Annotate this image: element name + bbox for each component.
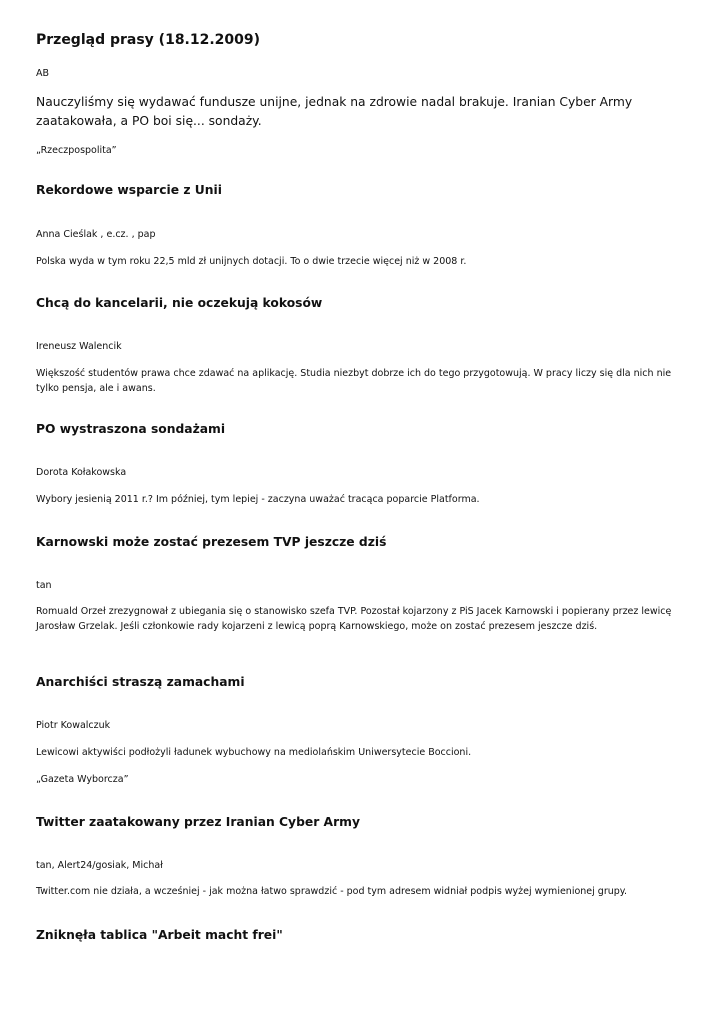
source-label: „Gazeta Wyborcza”	[36, 774, 129, 785]
article-summary: Romuald Orzeł zrezygnował z ubiegania się o stanowisko szefa TVP. Pozostał kojarzony z PiS Jacek Karnowski i popierany przez lewicę Jarosław Grzelak. Jeśli członkowie rady kojarzeni z lewicą poprą Karnowskiego, może on zostać prezesem jeszcze dziś.	[36, 606, 672, 632]
article-headline: PO wystraszona sondażami	[36, 422, 226, 436]
article-summary: Polska wyda w tym roku 22,5 mld zł unijnych dotacji. To o dwie trzecie więcej niż w 2008 r.	[36, 256, 467, 267]
article-author: Ireneusz Walencik	[36, 341, 122, 352]
source-label: „Rzeczpospolita”	[36, 145, 117, 156]
article-summary: Twitter.com nie działa, a wcześniej - jak można łatwo sprawdzić - pod tym adresem widniał podpis wyżej wymienionej grupy.	[36, 886, 628, 897]
article-headline: Chcą do kancelarii, nie oczekują kokosów	[36, 296, 323, 310]
document-author: AB	[36, 68, 50, 79]
article-author: tan, Alert24/gosiak, Michał	[36, 860, 163, 871]
article-headline: Twitter zaatakowany przez Iranian Cyber Army	[36, 815, 360, 829]
article-author: Dorota Kołakowska	[36, 467, 127, 478]
lead-paragraph: Nauczyliśmy się wydawać fundusze unijne, jednak na zdrowie nadal brakuje. Iranian Cyber Army zaatakowała, a PO boi się... sondaży.	[36, 95, 633, 128]
article-author: Piotr Kowalczuk	[36, 720, 111, 731]
article-author: tan	[36, 580, 52, 591]
page-title: Przegląd prasy (18.12.2009)	[36, 32, 261, 48]
article-summary: Lewicowi aktywiści podłożyli ładunek wybuchowy na mediolańskim Uniwersytecie Boccioni.	[36, 747, 472, 758]
article-headline: Karnowski może zostać prezesem TVP jeszcze dziś	[36, 535, 387, 549]
article-summary: Większość studentów prawa chce zdawać na aplikację. Studia niezbyt dobrze ich do tego przygotowują. W pracy liczy się dla nich nie tylko pensja, ale i awans.	[36, 368, 672, 394]
article-author: Anna Cieślak , e.cz. , pap	[36, 229, 156, 240]
article-headline: Rekordowe wsparcie z Unii	[36, 183, 222, 197]
article-summary: Wybory jesienią 2011 r.? Im później, tym lepiej - zaczyna uważać tracąca poparcie Platforma.	[36, 494, 480, 505]
article-headline: Anarchiści straszą zamachami	[36, 675, 245, 689]
article-headline: Zniknęła tablica "Arbeit macht frei"	[36, 928, 283, 942]
